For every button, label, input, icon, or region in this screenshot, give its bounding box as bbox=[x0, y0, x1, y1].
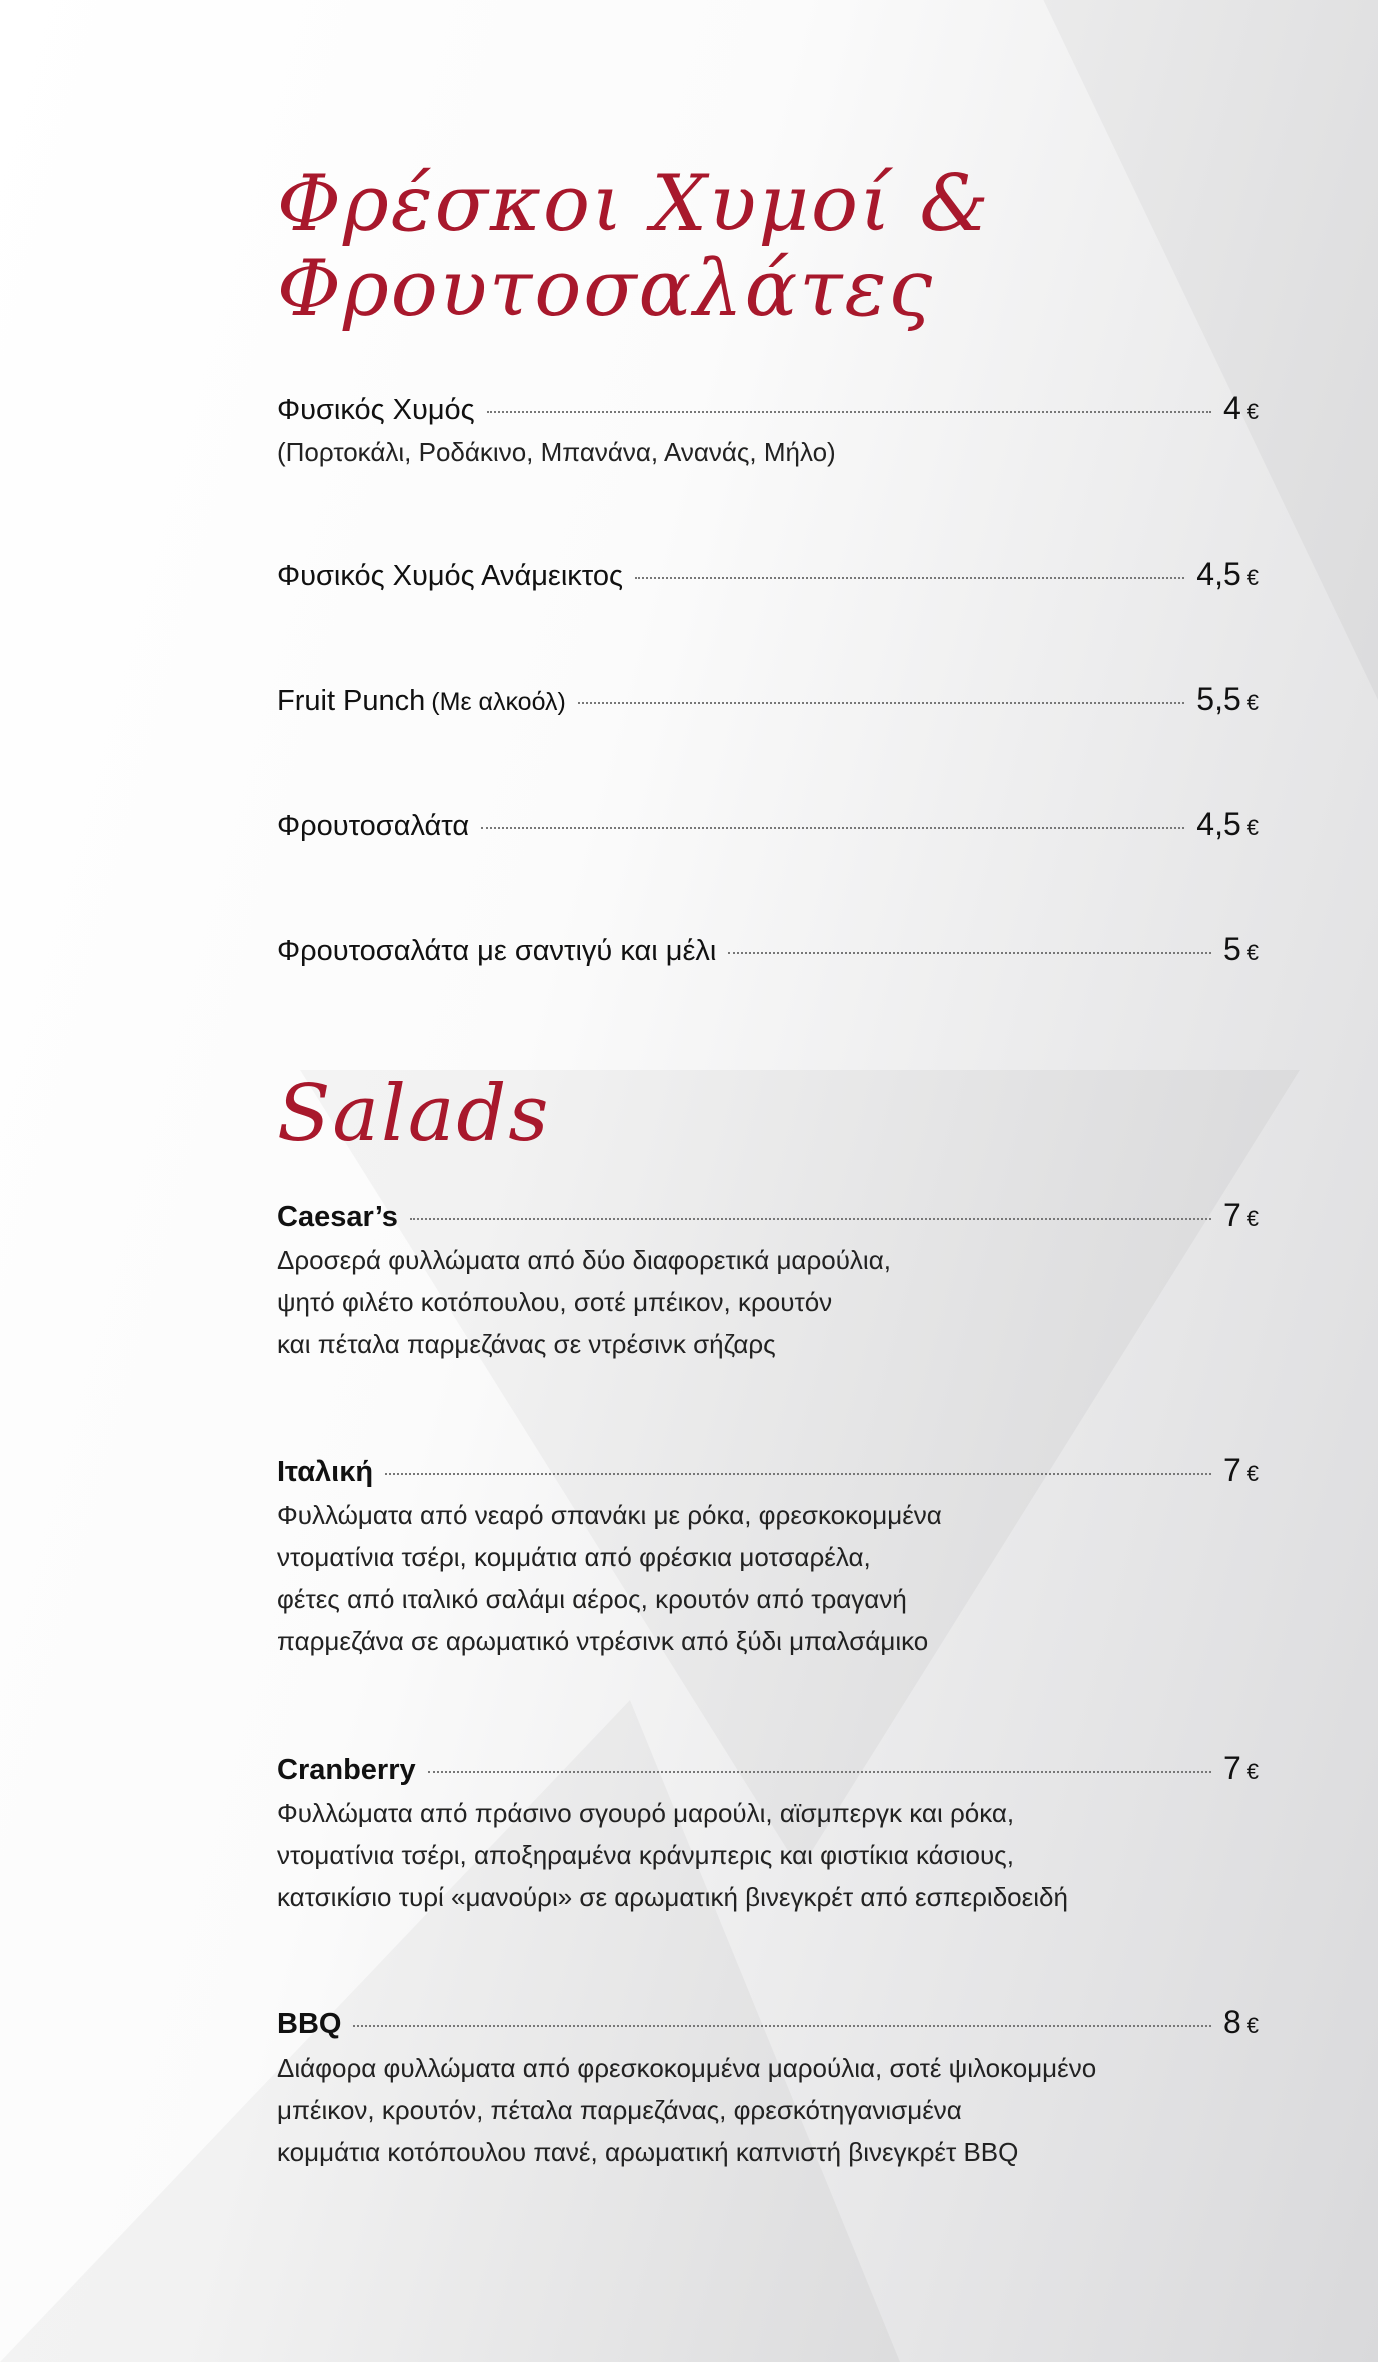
item-price: 4,5 bbox=[1196, 556, 1241, 592]
dot-leader bbox=[635, 577, 1184, 579]
item-price: 5 bbox=[1222, 931, 1241, 967]
item-description bbox=[277, 1494, 942, 1662]
description-line: και πέταλα παρμεζάνας σε ντρέσινκ σήζαρς bbox=[277, 1329, 776, 1359]
description-line: μπέικον, κρουτόν, πέταλα παρμεζάνας, φρεσκότηγανισμένα bbox=[277, 2095, 962, 2125]
description-line: Δροσερά φυλλώματα από δύο διαφορετικά μαρούλια, bbox=[277, 1245, 891, 1275]
description-line: Φυλλώματα από νεαρό σπανάκι με ρόκα, φρεσκοκομμένα bbox=[277, 1500, 942, 1530]
currency: € bbox=[1246, 690, 1259, 715]
section-title-juices-line2: Φρουτοσαλάτες bbox=[277, 244, 935, 334]
item-name: Φρουτοσαλάτα με σαντιγύ και μέλι bbox=[277, 935, 717, 967]
item-name: Ιταλική bbox=[277, 1456, 374, 1488]
dot-leader bbox=[481, 827, 1184, 829]
item-description: (Πορτοκάλι, Ροδάκινο, Μπανάνα, Ανανάς, Μήλο) bbox=[277, 437, 836, 467]
item-description bbox=[277, 1792, 1068, 1918]
dot-leader bbox=[728, 952, 1211, 954]
item-price: 7 bbox=[1222, 1750, 1241, 1786]
dot-leader bbox=[353, 2025, 1211, 2027]
item-price: 4 bbox=[1222, 390, 1241, 426]
item-name: Φυσικός Χυμός Ανάμεικτος bbox=[277, 560, 623, 592]
currency: € bbox=[1246, 565, 1259, 590]
dot-leader bbox=[385, 1473, 1211, 1475]
menu-item bbox=[277, 1750, 1259, 1790]
item-name: Fruit Punch bbox=[277, 685, 426, 717]
menu-item bbox=[277, 806, 1259, 846]
item-name: Φρουτοσαλάτα bbox=[277, 810, 470, 842]
currency: € bbox=[1246, 399, 1259, 424]
item-name: Φυσικός Χυμός bbox=[277, 394, 475, 426]
item-price: 8 bbox=[1222, 2004, 1241, 2040]
item-description bbox=[277, 2047, 1096, 2173]
item-description bbox=[277, 1239, 891, 1365]
description-line: κομμάτια κοτόπουλου πανέ, αρωματική καπνιστή βινεγκρέτ BBQ bbox=[277, 2137, 1019, 2167]
currency: € bbox=[1246, 1206, 1259, 1231]
section-title-juices: Φρέσκοι Χυμοί & bbox=[277, 159, 991, 249]
dot-leader bbox=[578, 702, 1184, 704]
description-line: Διάφορα φυλλώματα από φρεσκοκομμένα μαρούλια, σοτέ ψιλοκομμένο bbox=[277, 2053, 1097, 2083]
currency: € bbox=[1246, 815, 1259, 840]
description-line: παρμεζάνα σε αρωματικό ντρέσινκ από ξύδι μπαλσάμικο bbox=[277, 1626, 929, 1656]
menu-item bbox=[277, 1197, 1259, 1237]
description-line: ψητό φιλέτο κοτόπουλου, σοτέ μπέικον, κρουτόν bbox=[277, 1287, 833, 1317]
item-note: (Με αλκοόλ) bbox=[431, 688, 566, 716]
menu-item bbox=[277, 931, 1259, 971]
item-name: Caesar’s bbox=[277, 1201, 398, 1233]
currency: € bbox=[1246, 2013, 1259, 2038]
description-line: ντοματίνια τσέρι, κομμάτια από φρέσκια μοτσαρέλα, bbox=[277, 1542, 871, 1572]
currency: € bbox=[1246, 1759, 1259, 1784]
dot-leader bbox=[410, 1218, 1211, 1220]
item-price: 7 bbox=[1222, 1197, 1241, 1233]
item-price: 7 bbox=[1222, 1452, 1241, 1488]
item-price: 5,5 bbox=[1196, 681, 1241, 717]
currency: € bbox=[1246, 940, 1259, 965]
dot-leader bbox=[487, 411, 1211, 413]
menu-item bbox=[277, 2004, 1259, 2044]
item-name: Cranberry bbox=[277, 1754, 416, 1786]
description-line: φέτες από ιταλικό σαλάμι αέρος, κρουτόν από τραγανή bbox=[277, 1584, 907, 1614]
item-price: 4,5 bbox=[1196, 806, 1241, 842]
description-line: Φυλλώματα από πράσινο σγουρό μαρούλι, αϊσμπεργκ και ρόκα, bbox=[277, 1798, 1015, 1828]
menu-item bbox=[277, 681, 1259, 721]
currency: € bbox=[1246, 1461, 1259, 1486]
description-line: ντοματίνια τσέρι, αποξηραμένα κράνμπερις και φιστίκια κάσιους, bbox=[277, 1840, 1014, 1870]
menu-item bbox=[277, 1452, 1259, 1492]
dot-leader bbox=[428, 1771, 1211, 1773]
menu-item bbox=[277, 556, 1259, 596]
menu-item bbox=[277, 390, 1259, 430]
item-name: BBQ bbox=[277, 2008, 342, 2040]
description-line: κατσικίσιο τυρί «μανούρι» σε αρωματική βινεγκρέτ από εσπεριδοειδή bbox=[277, 1882, 1068, 1912]
section-title-salads: Salads bbox=[277, 1069, 551, 1159]
